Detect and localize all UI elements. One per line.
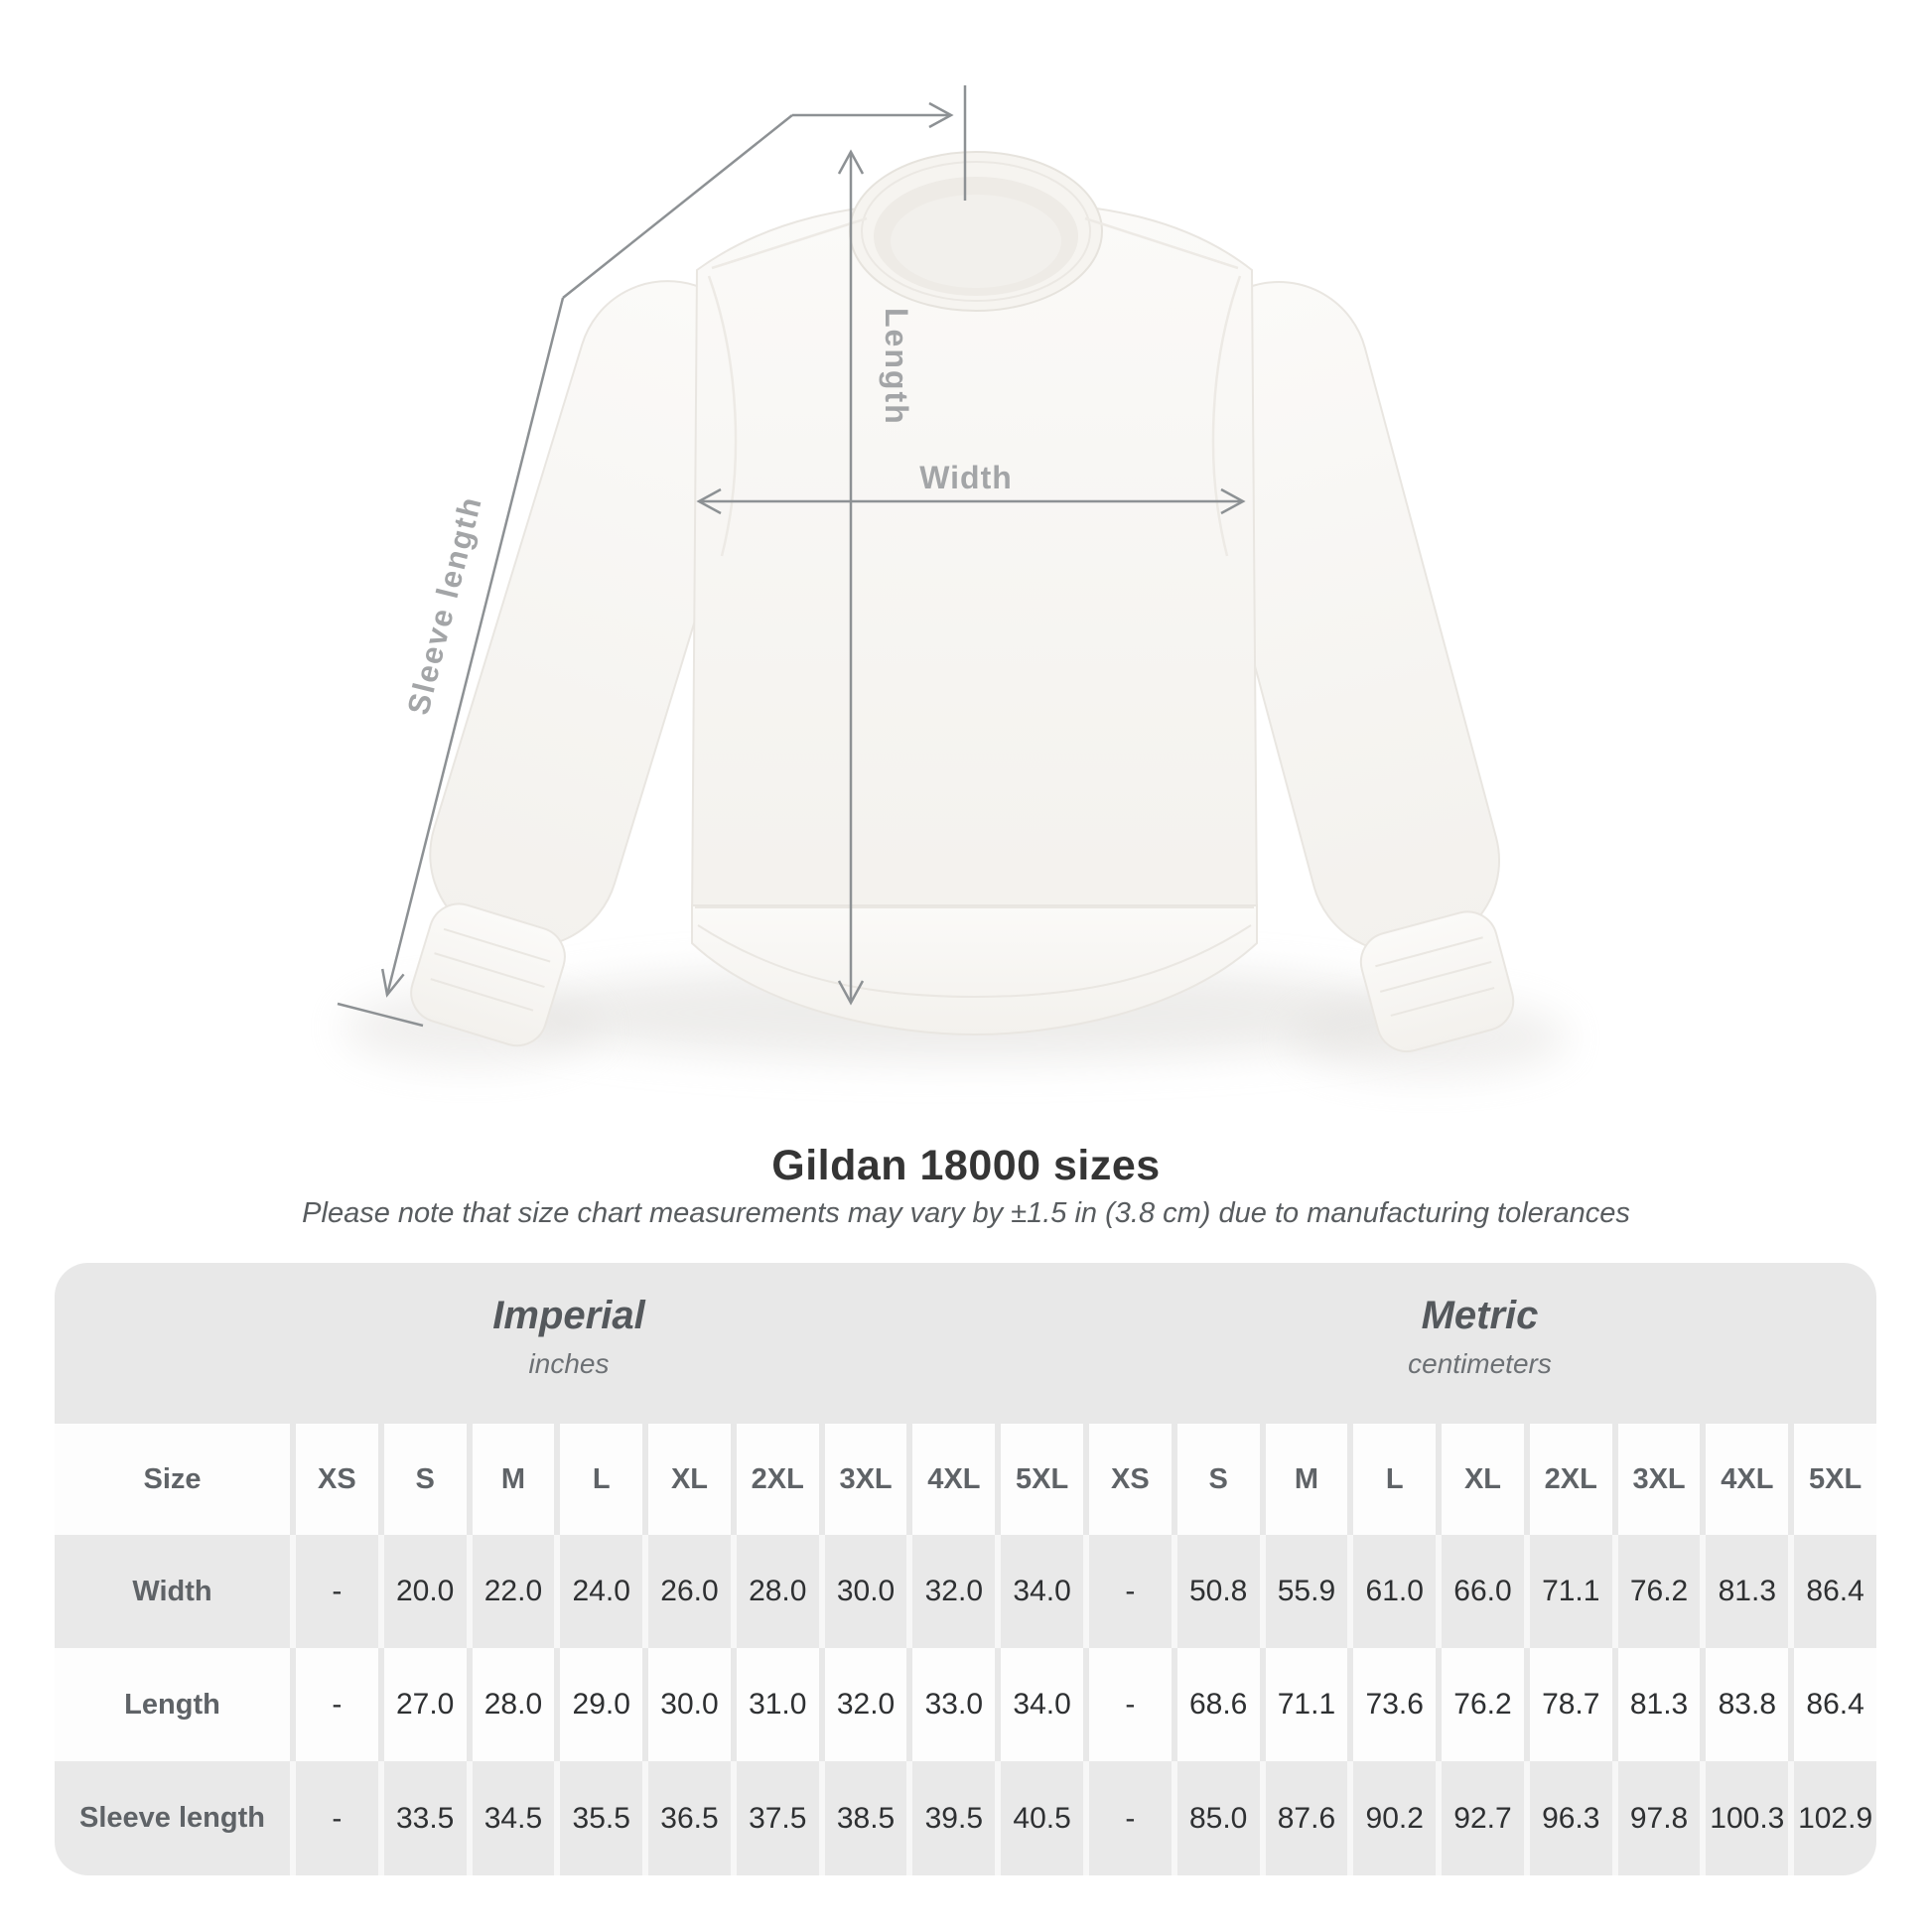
sleeve-length-label: Sleeve length bbox=[400, 491, 489, 719]
sweatshirt bbox=[380, 152, 1544, 1064]
value-cell-imperial: 26.0 bbox=[642, 1535, 731, 1648]
row-label: Width bbox=[55, 1535, 290, 1648]
value-cell-imperial: 39.5 bbox=[906, 1761, 995, 1875]
page-title: Gildan 18000 sizes bbox=[771, 1142, 1161, 1189]
value-cell-metric: 86.4 bbox=[1788, 1648, 1876, 1761]
value-cell-imperial: 32.0 bbox=[819, 1648, 907, 1761]
value-cell-metric: 50.8 bbox=[1172, 1535, 1260, 1648]
value-cell-imperial: 22.0 bbox=[467, 1535, 555, 1648]
value-cell-metric: 83.8 bbox=[1700, 1648, 1788, 1761]
size-header-metric: 5XL bbox=[1788, 1424, 1876, 1535]
body-panel bbox=[692, 201, 1257, 960]
value-cell-metric: - bbox=[1083, 1535, 1172, 1648]
value-cell-metric: 81.3 bbox=[1700, 1535, 1788, 1648]
size-header-metric: XL bbox=[1436, 1424, 1524, 1535]
metric-label: Metric bbox=[1421, 1293, 1539, 1337]
value-cell-metric: 97.8 bbox=[1612, 1761, 1701, 1875]
value-cell-metric: 81.3 bbox=[1612, 1648, 1701, 1761]
value-cell-metric: 68.6 bbox=[1172, 1648, 1260, 1761]
value-cell-metric: 76.2 bbox=[1436, 1648, 1524, 1761]
width-label: Width bbox=[919, 460, 1013, 495]
size-header-metric: 3XL bbox=[1612, 1424, 1701, 1535]
imperial-label: Imperial bbox=[492, 1293, 645, 1337]
value-cell-imperial: - bbox=[290, 1761, 378, 1875]
value-cell-imperial: 34.5 bbox=[467, 1761, 555, 1875]
size-header-imperial: S bbox=[378, 1424, 467, 1535]
value-cell-metric: 86.4 bbox=[1788, 1535, 1876, 1648]
value-cell-metric: 92.7 bbox=[1436, 1761, 1524, 1875]
value-cell-imperial: 24.0 bbox=[554, 1535, 642, 1648]
row-label: Length bbox=[55, 1648, 290, 1761]
size-header-metric: 4XL bbox=[1700, 1424, 1788, 1535]
imperial-unit-header bbox=[55, 1263, 1083, 1424]
value-cell-imperial: 32.0 bbox=[906, 1535, 995, 1648]
size-header-imperial: XS bbox=[290, 1424, 378, 1535]
size-header-metric: 2XL bbox=[1524, 1424, 1612, 1535]
value-cell-imperial: 28.0 bbox=[467, 1648, 555, 1761]
metric-unit: centimeters bbox=[1408, 1347, 1552, 1379]
value-cell-metric: 76.2 bbox=[1612, 1535, 1701, 1648]
value-cell-imperial: 20.0 bbox=[378, 1535, 467, 1648]
value-cell-metric: - bbox=[1083, 1761, 1172, 1875]
value-cell-metric: 71.1 bbox=[1524, 1535, 1612, 1648]
size-header-imperial: 4XL bbox=[906, 1424, 995, 1535]
value-cell-imperial: 34.0 bbox=[995, 1648, 1083, 1761]
value-cell-imperial: 27.0 bbox=[378, 1648, 467, 1761]
value-cell-imperial: 29.0 bbox=[554, 1648, 642, 1761]
size-table bbox=[55, 1263, 1876, 1875]
size-header-metric: M bbox=[1260, 1424, 1348, 1535]
value-cell-metric: 87.6 bbox=[1260, 1761, 1348, 1875]
value-cell-metric: 90.2 bbox=[1347, 1761, 1436, 1875]
value-cell-imperial: 30.0 bbox=[642, 1648, 731, 1761]
value-cell-metric: 78.7 bbox=[1524, 1648, 1612, 1761]
value-cell-imperial: - bbox=[290, 1535, 378, 1648]
value-cell-imperial: 40.5 bbox=[995, 1761, 1083, 1875]
metric-unit-header bbox=[1083, 1263, 1876, 1424]
collar bbox=[850, 152, 1102, 311]
size-header-metric: S bbox=[1172, 1424, 1260, 1535]
size-header-metric: L bbox=[1347, 1424, 1436, 1535]
value-cell-metric: - bbox=[1083, 1648, 1172, 1761]
tolerance-note: Please note that size chart measurements may vary by ±1.5 in (3.8 cm) due to manufacturing tolerances bbox=[302, 1197, 1630, 1229]
size-header-metric: XS bbox=[1083, 1424, 1172, 1535]
value-cell-metric: 96.3 bbox=[1524, 1761, 1612, 1875]
value-cell-metric: 102.9 bbox=[1788, 1761, 1876, 1875]
value-cell-imperial: 34.0 bbox=[995, 1535, 1083, 1648]
value-cell-imperial: 33.5 bbox=[378, 1761, 467, 1875]
value-cell-imperial: 38.5 bbox=[819, 1761, 907, 1875]
value-cell-imperial: 30.0 bbox=[819, 1535, 907, 1648]
imperial-unit: inches bbox=[528, 1347, 610, 1379]
size-header-imperial: 5XL bbox=[995, 1424, 1083, 1535]
value-cell-imperial: 31.0 bbox=[731, 1648, 819, 1761]
value-cell-imperial: 35.5 bbox=[554, 1761, 642, 1875]
size-header-imperial: 3XL bbox=[819, 1424, 907, 1535]
size-header-imperial: 2XL bbox=[731, 1424, 819, 1535]
row-label: Sleeve length bbox=[55, 1761, 290, 1875]
size-header-imperial: M bbox=[467, 1424, 555, 1535]
size-header-imperial: XL bbox=[642, 1424, 731, 1535]
value-cell-metric: 61.0 bbox=[1347, 1535, 1436, 1648]
length-label: Length bbox=[879, 308, 914, 426]
value-cell-imperial: 28.0 bbox=[731, 1535, 819, 1648]
value-cell-imperial: 33.0 bbox=[906, 1648, 995, 1761]
value-cell-metric: 55.9 bbox=[1260, 1535, 1348, 1648]
size-header-imperial: L bbox=[554, 1424, 642, 1535]
value-cell-metric: 85.0 bbox=[1172, 1761, 1260, 1875]
value-cell-imperial: 37.5 bbox=[731, 1761, 819, 1875]
size-column-header: Size bbox=[55, 1424, 290, 1535]
value-cell-metric: 73.6 bbox=[1347, 1648, 1436, 1761]
value-cell-metric: 100.3 bbox=[1700, 1761, 1788, 1875]
value-cell-metric: 71.1 bbox=[1260, 1648, 1348, 1761]
value-cell-imperial: 36.5 bbox=[642, 1761, 731, 1875]
value-cell-metric: 66.0 bbox=[1436, 1535, 1524, 1648]
value-cell-imperial: - bbox=[290, 1648, 378, 1761]
